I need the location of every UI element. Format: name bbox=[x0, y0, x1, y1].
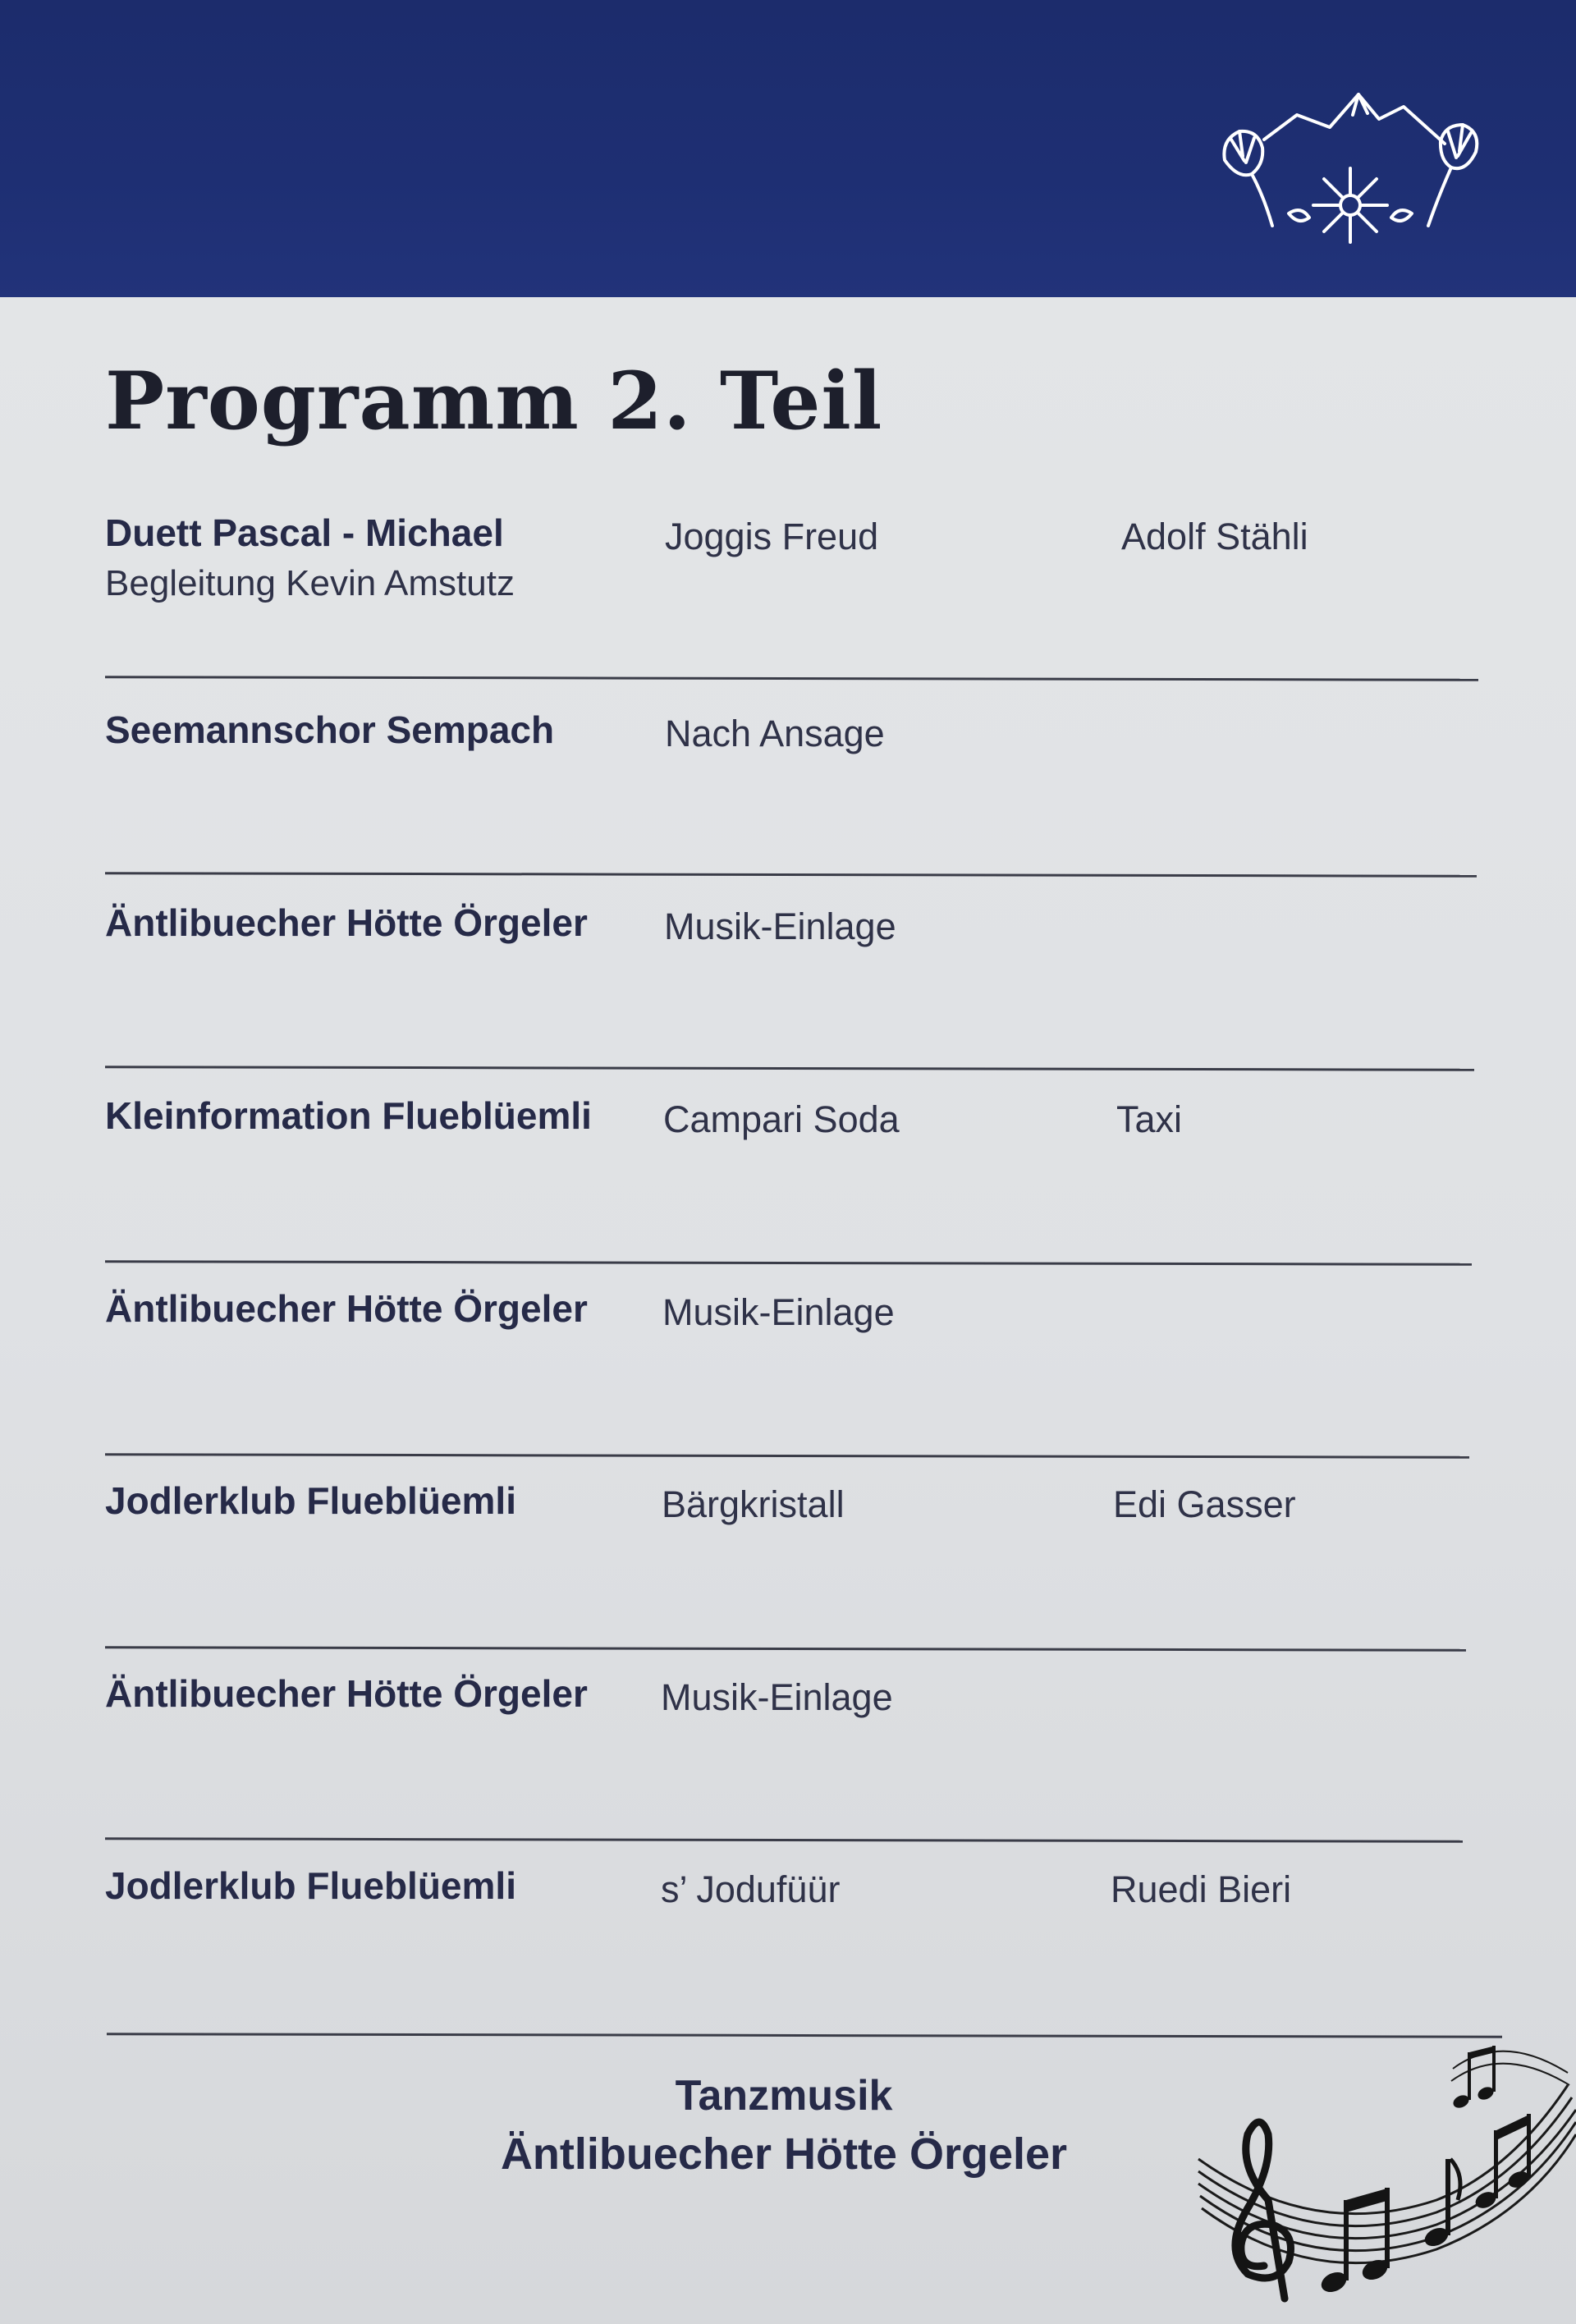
finale-title: Tanzmusik bbox=[675, 2072, 893, 2120]
composer-name: Adolf Stähli bbox=[1121, 516, 1308, 557]
piece-title: Bärgkristall bbox=[662, 1483, 845, 1525]
composer-name: Edi Gasser bbox=[1113, 1483, 1296, 1525]
composer-name: Taxi bbox=[1116, 1098, 1183, 1140]
performer-name: Kleinformation Flueblüemli bbox=[105, 1094, 592, 1137]
piece-title: Joggis Freud bbox=[665, 516, 879, 557]
performer-name: Jodlerklub Flueblüemli bbox=[105, 1479, 516, 1522]
performer-name: Äntlibuecher Hötte Örgeler bbox=[105, 1287, 588, 1330]
performer-name: Duett Pascal - Michael bbox=[105, 511, 504, 554]
finale-block bbox=[460, 2067, 1108, 2184]
piece-title: s’ Jodufüür bbox=[661, 1868, 841, 1910]
header-band bbox=[0, 0, 1576, 302]
performer-accompaniment: Begleitung Kevin Amstutz bbox=[105, 563, 515, 603]
music-notes-treble-clef-icon bbox=[1190, 2036, 1576, 2315]
performer-name: Seemannschor Sempach bbox=[105, 708, 555, 751]
performer-name: Äntlibuecher Hötte Örgeler bbox=[105, 1672, 588, 1715]
performer-name: Jodlerklub Flueblüemli bbox=[105, 1864, 516, 1907]
piece-title: Musik-Einlage bbox=[664, 905, 896, 947]
piece-title: Musik-Einlage bbox=[661, 1676, 893, 1718]
piece-title: Nach Ansage bbox=[665, 713, 885, 754]
performer-name: Äntlibuecher Hötte Örgeler bbox=[105, 901, 588, 944]
finale-band: Äntlibuecher Hötte Örgeler bbox=[500, 2129, 1068, 2179]
composer-name: Ruedi Bieri bbox=[1111, 1868, 1292, 1910]
piece-title: Campari Soda bbox=[663, 1098, 900, 1140]
alpine-edelweiss-emblem-icon bbox=[1207, 82, 1494, 254]
piece-title: Musik-Einlage bbox=[662, 1291, 895, 1333]
page-title: Programm 2. Teil bbox=[105, 355, 883, 447]
